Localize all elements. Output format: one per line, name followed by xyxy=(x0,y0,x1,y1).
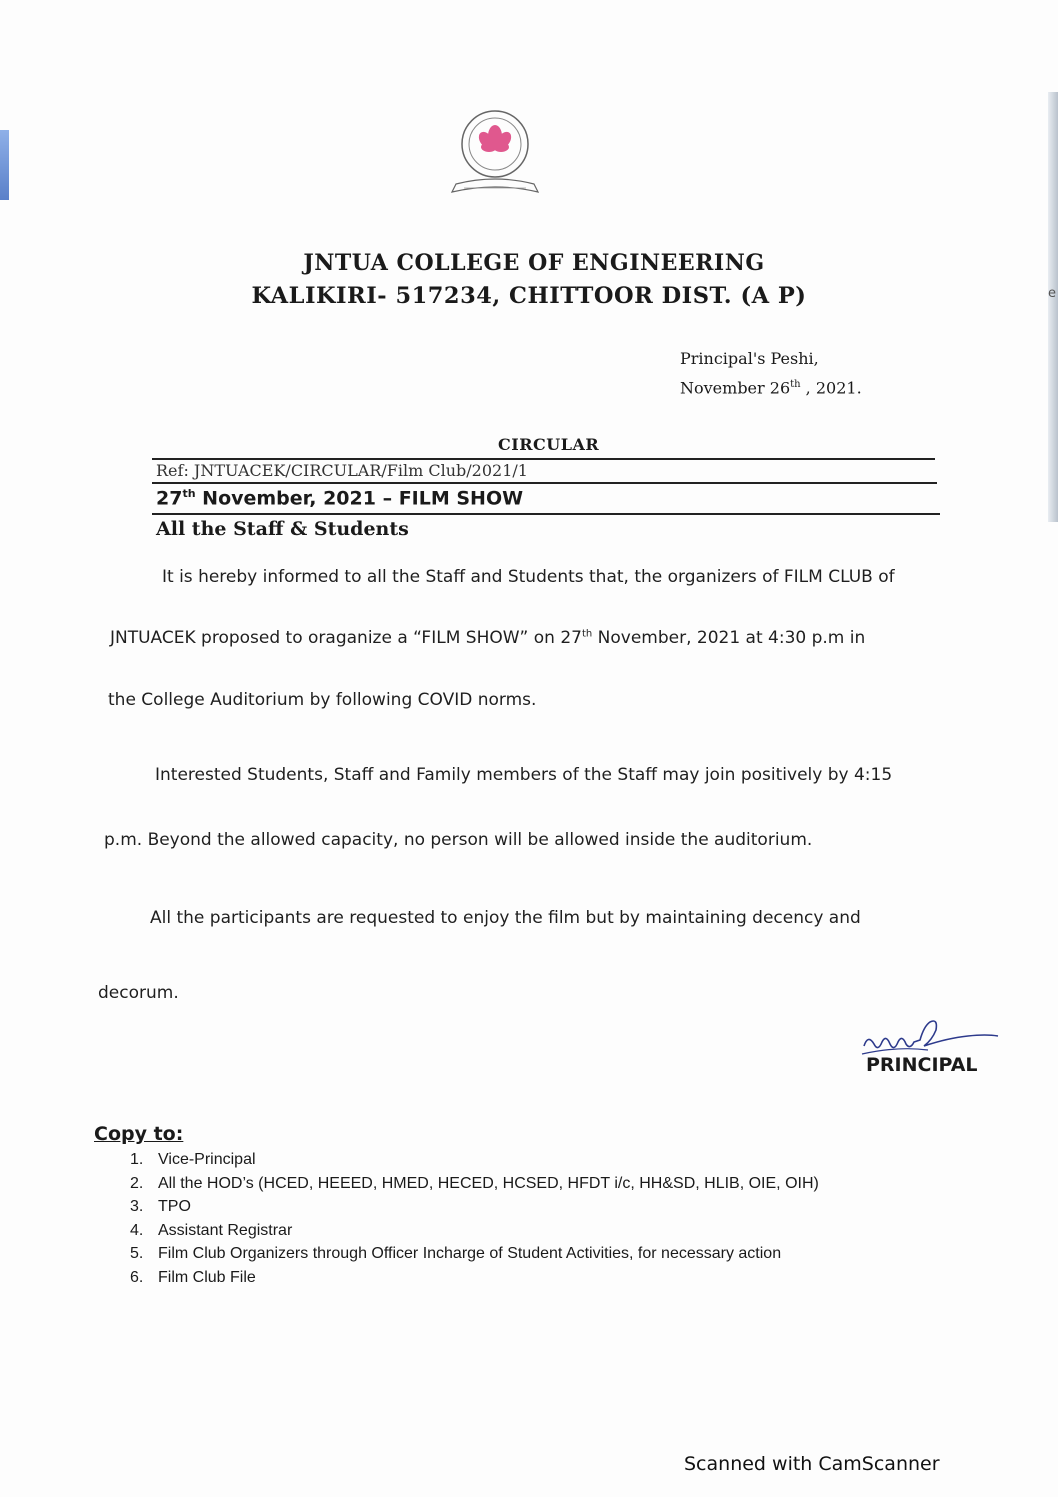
list-item: 6. Film Club File xyxy=(130,1268,256,1286)
body-text-line: decorum. xyxy=(98,983,179,1003)
copy-to-heading: Copy to: xyxy=(94,1123,184,1145)
body-text-line: All the participants are requested to enjoy the film but by maintaining decency and xyxy=(150,908,861,928)
copy-to-list xyxy=(130,1148,819,1289)
college-address: KALIKIRI- 517234, CHITTOOR DIST. (A P) xyxy=(251,283,807,309)
issuer-office: Principal's Peshi, xyxy=(680,349,819,368)
issue-date: November 26th , 2021. xyxy=(680,378,862,398)
circular-subject: 27th November, 2021 – FILM SHOW xyxy=(156,487,524,510)
list-item: 5. Film Club Organizers through Officer Incharge of Student Activities, for necessary action xyxy=(130,1245,782,1262)
list-item: 1. Vice-Principal xyxy=(130,1151,256,1168)
body-text-line: p.m. Beyond the allowed capacity, no person will be allowed inside the auditorium. xyxy=(104,830,813,850)
signatory-title: PRINCIPAL xyxy=(866,1054,978,1076)
divider xyxy=(152,458,935,460)
body-text-line: the College Auditorium by following COVID norms. xyxy=(108,690,537,710)
list-item: 3. TPO xyxy=(130,1198,191,1215)
circular-heading: CIRCULAR xyxy=(498,435,600,454)
divider xyxy=(152,513,940,515)
addressee: All the Staff & Students xyxy=(156,518,409,540)
body-text-line: It is hereby informed to all the Staff and Students that, the organizers of FILM CLUB of xyxy=(162,567,895,587)
list-item: 4. Assistant Registrar xyxy=(130,1221,293,1239)
body-text-line: JNTUACEK proposed to oraganize a “FILM SHOW” on 27th November, 2021 at 4:30 p.m in xyxy=(110,628,866,648)
body-text-line: Interested Students, Staff and Family members of the Staff may join positively by 4:15 xyxy=(155,765,893,785)
scan-edge-left xyxy=(0,130,9,200)
divider xyxy=(152,482,937,484)
reference-number: Ref: JNTUACEK/CIRCULAR/Film Club/2021/1 xyxy=(156,461,528,480)
lotus-icon xyxy=(476,125,514,152)
issuer-block xyxy=(680,346,862,401)
list-item: 2. All the HOD’s (HCED, HEEED, HMED, HECED, HCSED, HFDT i/c, HH&SD, HLIB, OIE, OIH) xyxy=(130,1174,819,1192)
college-name: JNTUA COLLEGE OF ENGINEERING xyxy=(303,250,765,276)
college-seal-logo xyxy=(442,104,552,200)
scanner-watermark: Scanned with CamScanner xyxy=(684,1453,940,1475)
scan-edge-text: e xyxy=(1048,286,1056,301)
